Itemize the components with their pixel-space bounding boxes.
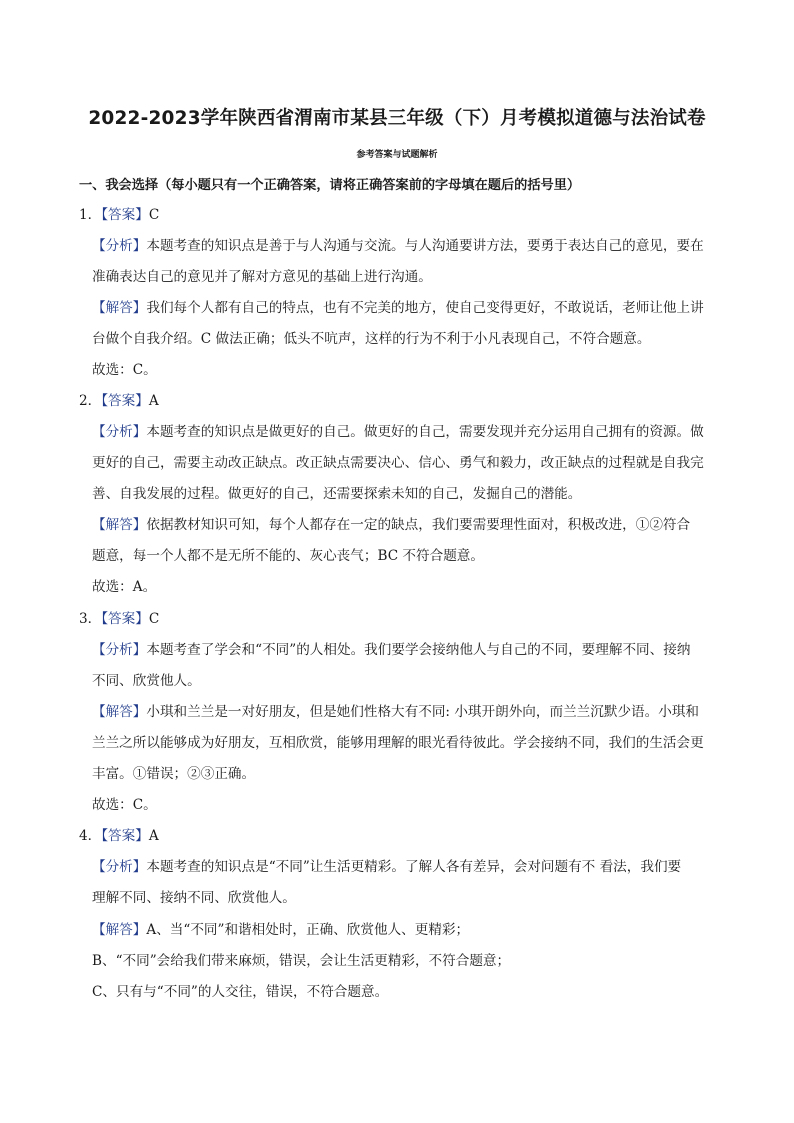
- question-1-choice: 故选：C。: [92, 362, 157, 378]
- question-2-solution-line-1: [92, 515, 690, 535]
- question-4-analysis-line-1: [92, 857, 681, 877]
- solution-text: 我们每个人都有自己的特点，也有不完美的地方，使自己变得更好，不敢说话，老师让他上讲: [146, 300, 704, 316]
- question-1-answer-line: [79, 205, 159, 225]
- question-3-analysis-line-2: 不同、欣赏他人。: [92, 673, 201, 689]
- question-3-answer-line: [79, 609, 159, 629]
- question-1-solution-line-1: [92, 298, 704, 318]
- solution-tag: 【解答】: [92, 704, 147, 720]
- question-4-analysis-line-2: 理解不同、接纳不同、欣赏他人。: [92, 890, 296, 906]
- question-2-analysis-line-2: 更好的自己，需要主动改正缺点。改正缺点需要决心、信心、勇气和毅力，改正缺点的过程就是自我完: [92, 455, 704, 471]
- section-heading: 一、我会选择（每小题只有一个正确答案，请将正确答案前的字母填在题后的括号里）: [79, 178, 581, 193]
- solution-tag: 【解答】: [92, 922, 147, 938]
- analysis-tag: 【分析】: [92, 238, 147, 254]
- answer-tag: 【答案】: [101, 828, 149, 844]
- analysis-text: 本题考查的知识点是做更好的自己。做更好的自己，需要发现并充分运用自己拥有的资源。做: [146, 424, 704, 440]
- solution-tag: 【解答】: [92, 300, 147, 316]
- question-1-analysis-line-2: 准确表达自己的意见并了解对方意见的基础上进行沟通。: [92, 269, 432, 285]
- question-2-solution-line-2: 题意，每一个人都不是无所不能的、灰心丧气；BC 不符合题意。: [92, 548, 484, 564]
- analysis-tag: 【分析】: [92, 642, 147, 658]
- question-1-solution-line-2: 台做个自我介绍。C 做法正确；低头不吭声，这样的行为不利于小凡表现自己，不符合题意。: [92, 331, 651, 347]
- question-2-analysis-line-3: 善、自我发展的过程。做更好的自己，还需要探索未知的自己，发掘自己的潜能。: [92, 486, 582, 502]
- solution-text: 依据教材知识可知，每个人都存在一定的缺点，我们要需要理性面对，积极改进，①②符合: [146, 517, 691, 533]
- question-4-solution-line-1: [92, 920, 469, 940]
- question-2-choice: 故选：A。: [92, 579, 157, 595]
- answer-value: A: [148, 393, 159, 409]
- answer-value: C: [148, 611, 160, 627]
- analysis-text: 本题考查的知识点是善于与人沟通与交流。与人沟通要讲方法，要勇于表达自己的意见，要在: [146, 238, 704, 254]
- question-3-solution-line-1: [92, 702, 699, 722]
- analysis-tag: 【分析】: [92, 859, 147, 875]
- question-3-analysis-line-1: [92, 640, 690, 660]
- analysis-text: 本题考查了学会和“不同”的人相处。我们要学会接纳他人与自己的不同，要理解不同、接纳: [146, 642, 691, 658]
- answer-tag: 【答案】: [101, 611, 149, 627]
- question-number: 4．: [79, 828, 102, 844]
- question-4-solution-line-3: C、只有与“不同”的人交往，错误，不符合题意。: [92, 984, 389, 1000]
- question-4-answer-line: [79, 826, 159, 846]
- answer-tag: 【答案】: [101, 393, 149, 409]
- question-2-analysis-line-1: [92, 422, 704, 442]
- answer-value: C: [148, 207, 160, 223]
- solution-text: A、当“不同”和谐相处时，正确、欣赏他人、更精彩；: [146, 922, 470, 938]
- answer-tag: 【答案】: [101, 207, 149, 223]
- solution-tag: 【解答】: [92, 517, 147, 533]
- page-title: 2022-2023学年陕西省渭南市某县三年级（下）月考模拟道德与法治试卷: [88, 108, 706, 129]
- question-number: 2．: [79, 393, 102, 409]
- question-1-analysis-line-1: [92, 236, 704, 256]
- question-3-solution-line-3: 丰富。①错误；②③正确。: [92, 766, 256, 782]
- question-number: 3．: [79, 611, 102, 627]
- question-number: 1．: [79, 207, 102, 223]
- question-4-solution-line-2: B、“不同”会给我们带来麻烦，错误，会让生活更精彩，不符合题意；: [92, 953, 511, 969]
- question-3-choice: 故选：C。: [92, 797, 157, 813]
- analysis-tag: 【分析】: [92, 424, 147, 440]
- page-subtitle: 参考答案与试题解析: [356, 150, 438, 160]
- question-2-answer-line: [79, 391, 159, 411]
- analysis-text: 本题考查的知识点是“不同”让生活更精彩。了解人各有差异，会对问题有不 看法，我们要: [146, 859, 682, 875]
- answer-value: A: [148, 828, 159, 844]
- solution-text: 小琪和兰兰是一对好朋友，但是她们性格大有不同: 小琪开朗外向，而兰兰沉默少语。小琪和: [146, 704, 700, 720]
- question-3-solution-line-2: 兰兰之所以能够成为好朋友，互相欣赏，能够用理解的眼光看待彼此。学会接纳不同，我们的生活会更: [92, 735, 704, 751]
